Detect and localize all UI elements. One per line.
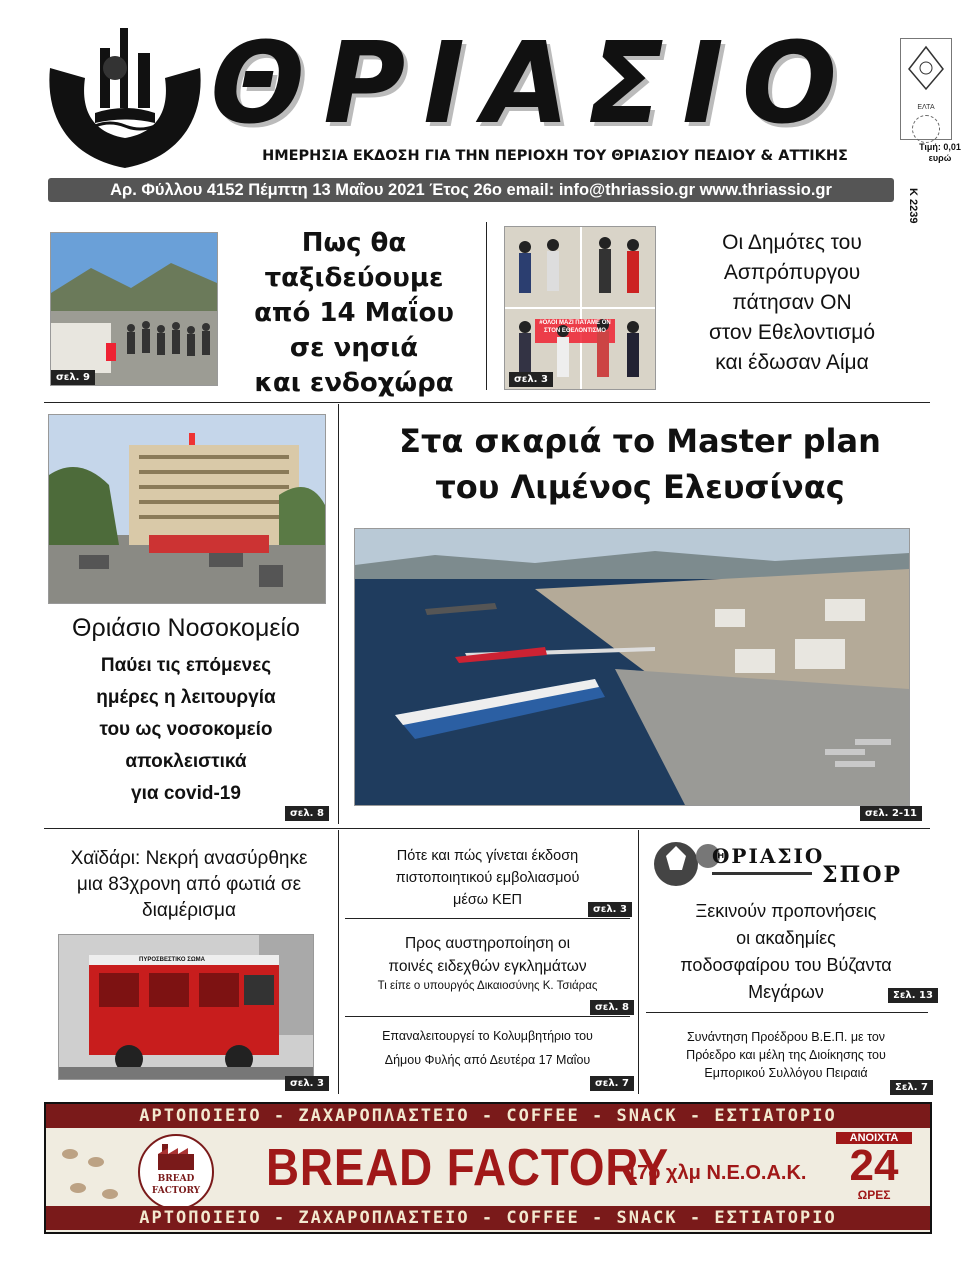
row-divider	[44, 828, 930, 829]
headline-line: και έδωσαν Αίμα	[715, 351, 869, 374]
headline-line: Πότε και πώς γίνεται έκδοση	[396, 848, 579, 864]
column-divider	[338, 404, 339, 824]
blood-donors-photo-image	[505, 227, 655, 389]
newspaper-title: ΘΡΙΑΣΙΟ	[210, 19, 856, 149]
stamp-icon	[901, 39, 951, 99]
headline-line: Ασπρόπυργου	[723, 261, 861, 284]
sport-logo-line	[712, 872, 812, 875]
page-ref-vaccine: σελ. 3	[588, 902, 632, 917]
column-divider	[338, 830, 339, 1094]
ad-top-strip: ΑΡΤΟΠΟΙΕΙΟ - ΖΑΧΑΡΟΠΛΑΣΤΕΙΟ - COFFEE - SNACK - ΕΣΤΙΑΤΟΡΙΟ	[46, 1104, 930, 1128]
page-ref-port: σελ. 2-11	[860, 806, 922, 821]
sport-logo-title: ΘΡΙΑΣΙΟ	[712, 844, 825, 868]
hospital-line: Παύει τις επόμενες	[100, 655, 272, 676]
headline-line: Ξεκινούν προπονήσεις	[695, 901, 877, 921]
headline-line: ποδοσφαίρου του Βύζαντα	[680, 955, 892, 975]
info-bar-text: Αρ. Φύλλου 4152 Πέμπτη 13 Μαΐου 2021 Έτος 26ο email: info@thriassio.gr www.thriassio.gr	[110, 181, 832, 199]
port-aerial-photo	[354, 528, 910, 806]
headline-line: Εμπορικού Συλλόγου Πειραιά	[704, 1066, 868, 1080]
column-divider	[638, 830, 639, 1094]
donors-banner-text: #ΟΛΟΙ ΜΑΖΙ ΠΑΤΑΜΕ ON ΣΤΟΝ ΕΘΕΛΟΝΤΙΣΜΟ	[539, 320, 611, 334]
headline-line: Μεγάρων	[748, 982, 824, 1002]
headline-line: οι ακαδημίες	[736, 928, 836, 948]
postage-stamp	[900, 38, 952, 140]
headline-line: στον Εθελοντισμό	[708, 321, 876, 344]
headline-islands[interactable]	[232, 226, 476, 401]
ad-logo	[138, 1134, 214, 1210]
headline-line: πιστοποιητικού εμβολιασμού	[395, 870, 580, 886]
port-aerial-photo-image	[355, 529, 909, 805]
headline-line: και ενδοχώρα	[254, 368, 454, 398]
headline-donors[interactable]	[662, 228, 922, 378]
hospital-line: για covid-19	[131, 783, 241, 804]
headline-line: Οι Δημότες του	[722, 231, 862, 254]
page-ref-islands: σελ. 9	[51, 370, 95, 385]
headline-line: μια 83χρονη από φωτιά σε	[76, 874, 302, 895]
ad-location: 17ο χλμ Ν.Ε.Ο.Α.Κ.	[626, 1162, 807, 1184]
page-ref-sport: Σελ. 13	[888, 988, 938, 1003]
price-label: Τιμή: 0,01 ευρώ	[919, 142, 961, 163]
coffee-beans-icon	[56, 1140, 126, 1210]
hospital-line: ημέρες η λειτουργία	[96, 687, 276, 708]
hands-logo-icon	[40, 8, 210, 178]
hospital-line: του ως νοσοκομείο	[99, 719, 273, 740]
ad-brand: BREAD FACTORY	[266, 1139, 669, 1197]
ad-bottom-strip: ΑΡΤΟΠΟΙΕΙΟ - ΖΑΧΑΡΟΠΛΑΣΤΕΙΟ - COFFEE - SNACK - ΕΣΤΙΑΤΟΡΙΟ	[46, 1206, 930, 1230]
story-divider	[646, 1012, 928, 1013]
headline-sport[interactable]	[642, 898, 930, 1006]
story-divider	[345, 1016, 630, 1017]
headline-pool[interactable]	[345, 1024, 630, 1072]
ad-hours-unit: ΩΡΕΣ	[857, 1188, 891, 1202]
headline-line: διαμέρισμα	[142, 900, 236, 921]
issue-code: Κ 2239	[907, 188, 919, 224]
info-bar	[48, 178, 894, 202]
headline-line: ποινές ειδεχθών εγκλημάτων	[388, 958, 587, 975]
ad-logo-text-2: FACTORY	[151, 1186, 201, 1196]
hospital-title[interactable]: Θριάσιο Νοσοκομείο	[72, 614, 300, 642]
headline-line: Συνάντηση Προέδρου Β.Ε.Π. με τον	[686, 1030, 886, 1044]
headline-line: πάτησαν ΟΝ	[732, 291, 852, 314]
headline-haidari[interactable]	[44, 846, 334, 924]
page-ref-haidari: σελ. 3	[285, 1076, 329, 1091]
page-ref-pool: σελ. 7	[590, 1076, 634, 1091]
stamp-text: ΕΛΤΑ	[917, 104, 935, 111]
story-divider	[345, 918, 630, 919]
headline-line: Δήμου Φυλής από Δευτέρα 17 Μαΐου	[384, 1053, 591, 1067]
headline-line: Στα σκαριά το Master plan	[399, 422, 881, 460]
sport-logo-sub: ΣΠΟΡ	[822, 862, 903, 888]
masthead	[0, 0, 974, 224]
headline-line: μέσω ΚΕΠ	[453, 892, 522, 908]
page-ref-crimes: σελ. 8	[590, 1000, 634, 1015]
blood-donors-photo	[504, 226, 656, 390]
headline-port[interactable]	[350, 418, 930, 510]
bread-factory-ad[interactable]	[44, 1102, 932, 1234]
page-ref-bep: Σελ. 7	[890, 1080, 933, 1095]
column-divider	[486, 222, 487, 390]
headline-line: Προς αυστηροποίηση οι	[404, 935, 571, 952]
headline-bep[interactable]	[642, 1028, 930, 1082]
fire-truck-lettering: ΠΥΡΟΣΒΕΣΤΙΚΟ ΣΩΜΑ	[139, 957, 206, 963]
ferry-photo-image	[51, 233, 217, 385]
headline-line: Πως θα	[301, 228, 407, 258]
stamp-circle-icon	[912, 115, 940, 143]
headline-line: του Λιμένος Ελευσίνας	[435, 468, 845, 506]
hospital-text	[48, 650, 324, 810]
headline-line: Επαναλειτουργεί το Κολυμβητήριο του	[382, 1029, 593, 1043]
crimes-subheadline: Τι είπε ο υπουργός Δικαιοσύνης Κ. Τσιάρας	[377, 980, 598, 992]
ad-hours: 24	[849, 1141, 899, 1190]
fire-truck-photo	[58, 934, 314, 1080]
ferry-photo	[50, 232, 218, 386]
hospital-photo-image	[49, 415, 325, 603]
page-ref-donors: σελ. 3	[509, 372, 553, 387]
headline-line: σε νησιά	[289, 333, 419, 363]
hospital-line: αποκλειστικά	[125, 751, 247, 772]
masthead-subtitle: ΗΜΕΡΗΣΙΑ ΕΚΔΟΣΗ ΓΙΑ ΤΗΝ ΠΕΡΙΟΧΗ ΤΟΥ ΘΡΙΑΣΙΟΥ ΠΕΔΙΟΥ & ΑΤΤΙΚΗΣ	[262, 148, 848, 164]
headline-line: από 14 Μαΐου	[254, 298, 454, 328]
ad-logo-text-1: BREAD	[157, 1174, 195, 1184]
sport-section-logo	[646, 836, 926, 892]
headline-crimes[interactable]	[345, 932, 630, 978]
headline-line: Πρόεδρο και μέλη της Διοίκησης του	[686, 1048, 886, 1062]
page-ref-hospital: σελ. 8	[285, 806, 329, 821]
hospital-photo	[48, 414, 326, 604]
factory-icon	[154, 1142, 198, 1172]
headline-line: ταξιδεύουμε	[264, 263, 444, 293]
ad-open-label: ΑΝΟΙΧΤΑ	[836, 1132, 912, 1144]
headline-line: Χαϊδάρι: Νεκρή ανασύρθηκε	[70, 848, 308, 869]
row-divider	[44, 402, 930, 403]
